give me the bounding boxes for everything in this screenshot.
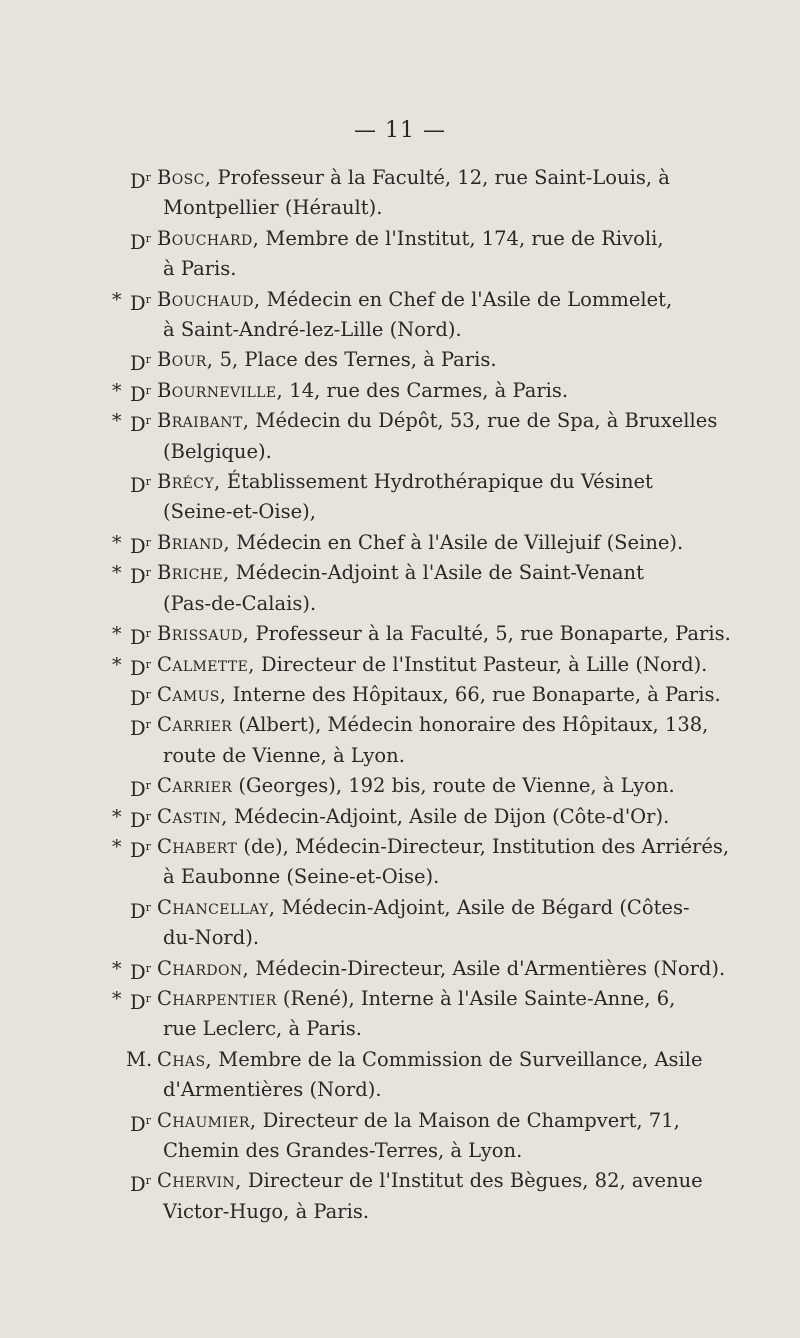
entry-text: (de), Médecin-Directeur, Institution des Arriérés, [243, 834, 730, 858]
honorific-superscript: r [145, 566, 151, 580]
entry-first-line [0, 802, 800, 832]
honorific-text: D [130, 960, 146, 984]
entry-first-line [0, 1106, 800, 1136]
honorific-superscript: r [145, 353, 151, 367]
honorific-text: D [130, 808, 146, 832]
entry-continuation-line [0, 315, 800, 345]
list-item [0, 376, 800, 406]
honorific-superscript: r [145, 900, 151, 914]
entry-text: (Pas-de-Calais). [163, 591, 317, 615]
honorific [130, 832, 151, 866]
honorific [130, 650, 151, 684]
honorific-text: D [130, 899, 146, 923]
member-surname: Bosc, [157, 166, 212, 189]
entry-first-line [0, 285, 800, 315]
honorific [130, 558, 151, 592]
entry-text: rue Leclerc, à Paris. [163, 1017, 362, 1041]
honorific [130, 467, 151, 501]
honorific-superscript: r [145, 1113, 151, 1127]
member-surname: Briche, [157, 561, 230, 585]
entry-text: Médecin-Directeur, Asile d'Armentières (Nord). [255, 956, 726, 980]
honorific-superscript: r [145, 657, 151, 671]
entry-text: Directeur de l'Institut Pasteur, à Lille (Nord). [261, 652, 708, 676]
entry-text: Médecin en Chef de l'Asile de Lommelet, [266, 287, 673, 311]
honorific-text: D [130, 230, 146, 254]
list-item [0, 954, 800, 984]
member-surname: Calmette, [157, 652, 255, 676]
honorific-text: D [130, 778, 146, 802]
entry-text: (Albert), Médecin honoraire des Hôpitaux, 138, [238, 713, 709, 737]
entry-continuation-line [0, 1075, 800, 1105]
list-item [0, 710, 800, 771]
entry-text: Membre de la Commission de Surveillance, Asile [218, 1047, 703, 1071]
honorific-superscript: r [145, 1174, 151, 1188]
entry-text: Directeur de la Maison de Champvert, 71, [262, 1108, 680, 1132]
entry-first-line [0, 832, 800, 862]
honorific-text: D [130, 626, 146, 650]
entry-text: 5, Place des Ternes, à Paris. [219, 348, 497, 372]
member-surname: Camus, [157, 682, 227, 706]
list-item [0, 1045, 800, 1106]
honorific-text: D [130, 1112, 146, 1136]
honorific [130, 893, 151, 927]
entry-first-line [0, 224, 800, 254]
honorific-superscript: r [145, 475, 151, 489]
list-item [0, 406, 800, 467]
entry-text: Médecin en Chef à l'Asile de Villejuif (Seine). [236, 530, 684, 554]
entry-text: Professeur à la Faculté, 5, rue Bonaparte, Paris. [255, 622, 731, 646]
honorific [130, 285, 151, 319]
honorific-superscript: r [145, 414, 151, 428]
entry-first-line [0, 345, 800, 375]
asterisk-marker: * [112, 531, 122, 554]
member-surname: Chaumier, [157, 1108, 257, 1132]
member-surname: Castin, [157, 804, 228, 828]
honorific-superscript: r [145, 961, 151, 975]
honorific [130, 406, 151, 440]
asterisk-marker: * [112, 562, 122, 585]
entry-continuation-line [0, 193, 800, 223]
entry-first-line [0, 619, 800, 649]
entry-first-line [0, 163, 800, 193]
honorific-superscript: r [145, 292, 151, 306]
page-number: — 11 — [354, 118, 446, 143]
honorific-text: D [130, 686, 146, 710]
entry-text: Interne des Hôpitaux, 66, rue Bonaparte, à Paris. [232, 682, 721, 706]
honorific-superscript: r [145, 718, 151, 732]
member-surname: Chervin, [157, 1169, 242, 1193]
entry-first-line [0, 528, 800, 558]
entry-text: Chemin des Grandes-Terres, à Lyon. [163, 1139, 523, 1162]
honorific-text: M. [126, 1047, 153, 1071]
entry-first-line [0, 1045, 800, 1075]
honorific-text: D [130, 291, 146, 315]
entry-first-line [0, 893, 800, 923]
member-surname: Chabert [157, 834, 238, 858]
list-item [0, 802, 800, 832]
entry-text: (Seine-et-Oise), [163, 500, 316, 524]
honorific-text: D [130, 413, 146, 437]
member-surname: Chancellay, [157, 895, 276, 919]
entry-text: (Georges), 192 bis, route de Vienne, à Lyon. [238, 774, 675, 798]
asterisk-marker: * [112, 623, 122, 646]
entry-text: Médecin-Adjoint, Asile de Bégard (Côtes- [281, 895, 690, 919]
entry-continuation-line [0, 1197, 800, 1227]
honorific [130, 771, 151, 805]
entry-text: à Eaubonne (Seine-et-Oise). [163, 865, 440, 889]
honorific [130, 224, 151, 258]
honorific-text: D [130, 717, 146, 741]
asterisk-marker: * [112, 835, 122, 858]
entry-text: 14, rue des Carmes, à Paris. [289, 378, 569, 402]
entry-first-line [0, 406, 800, 436]
entry-text: Médecin-Adjoint à l'Asile de Saint-Venant [235, 561, 644, 585]
entry-first-line [0, 954, 800, 984]
entry-text: Directeur de l'Institut des Bègues, 82, avenue [247, 1169, 703, 1193]
honorific-superscript: r [145, 991, 151, 1005]
entry-continuation-line [0, 862, 800, 892]
member-surname: Bouchard, [157, 226, 260, 250]
list-item [0, 984, 800, 1045]
honorific [130, 802, 151, 836]
member-surname: Bouchaud, [157, 287, 261, 311]
honorific-text: D [130, 170, 146, 193]
honorific-superscript: r [145, 171, 151, 184]
list-item [0, 558, 800, 619]
honorific-superscript: r [145, 839, 151, 853]
list-item [0, 832, 800, 893]
list-item [0, 467, 800, 528]
entry-text: (René), Interne à l'Asile Sainte-Anne, 6, [282, 986, 676, 1010]
entry-first-line [0, 376, 800, 406]
entry-text: route de Vienne, à Lyon. [163, 743, 405, 767]
honorific-text: D [130, 990, 146, 1014]
honorific-text: D [130, 565, 146, 589]
member-surname: Braibant, [157, 409, 250, 433]
entry-continuation-line [0, 254, 800, 284]
honorific [130, 345, 151, 379]
member-surname: Briand, [157, 530, 230, 554]
member-surname: Brécy, [157, 470, 221, 494]
asterisk-marker: * [112, 957, 122, 980]
honorific-text: D [130, 534, 146, 558]
entry-continuation-line [0, 923, 800, 953]
member-surname: Charpentier [157, 986, 277, 1010]
honorific-text: D [130, 838, 146, 862]
list-item [0, 771, 800, 801]
list-item [0, 528, 800, 558]
asterisk-marker: * [112, 379, 122, 402]
honorific-superscript: r [145, 627, 151, 641]
honorific-superscript: r [145, 809, 151, 823]
entry-continuation-line [0, 437, 800, 467]
honorific [130, 1166, 151, 1200]
entry-text: Montpellier (Hérault). [163, 196, 383, 220]
list-item [0, 345, 800, 375]
list-item [0, 285, 800, 346]
entry-first-line [0, 558, 800, 588]
honorific [130, 376, 151, 410]
honorific-text: D [130, 474, 146, 498]
entry-continuation-line [0, 741, 800, 771]
asterisk-marker: * [112, 987, 122, 1010]
asterisk-marker: * [112, 410, 122, 433]
list-item [0, 893, 800, 954]
entry-continuation-line [0, 497, 800, 527]
honorific [130, 954, 151, 988]
honorific-superscript: r [145, 687, 151, 701]
entry-text: Victor-Hugo, à Paris. [163, 1199, 370, 1223]
entry-text: Médecin-Adjoint, Asile de Dijon (Côte-d'Or). [233, 804, 670, 828]
member-surname: Chardon, [157, 956, 250, 980]
entry-first-line [0, 467, 800, 497]
member-surname: Carrier [157, 713, 233, 737]
entry-first-line [0, 680, 800, 710]
honorific-superscript: r [145, 383, 151, 397]
honorific [130, 528, 151, 562]
entry-first-line [0, 650, 800, 680]
honorific [130, 984, 151, 1018]
entry-first-line [0, 710, 800, 740]
honorific-text: D [130, 1173, 146, 1197]
asterisk-marker: * [112, 653, 122, 676]
entry-text: Établissement Hydrothérapique du Vésinet [226, 470, 653, 494]
member-list [0, 163, 800, 1227]
entry-text: du-Nord). [163, 926, 260, 950]
honorific-text: D [130, 352, 146, 376]
list-item [0, 1106, 800, 1167]
list-item [0, 680, 800, 710]
list-item [0, 1166, 800, 1227]
member-surname: Carrier [157, 774, 233, 798]
list-item [0, 224, 800, 285]
honorific-superscript: r [145, 231, 151, 245]
list-item [0, 650, 800, 680]
entry-text: Membre de l'Institut, 174, rue de Rivoli, [265, 226, 664, 250]
entry-text: d'Armentières (Nord). [163, 1078, 382, 1102]
entry-text: à Saint-André-lez-Lille (Nord). [163, 318, 462, 342]
honorific-text: D [130, 382, 146, 406]
asterisk-marker: * [112, 288, 122, 311]
entry-first-line [0, 1166, 800, 1196]
list-item [0, 619, 800, 649]
honorific-text: D [130, 656, 146, 680]
honorific [130, 680, 151, 714]
honorific [126, 1045, 152, 1075]
honorific [130, 1106, 151, 1140]
honorific-superscript: r [145, 535, 151, 549]
member-surname: Bourneville, [157, 378, 284, 402]
member-surname: Chas, [157, 1047, 213, 1071]
honorific [130, 163, 151, 197]
honorific [130, 619, 151, 653]
entry-text: Professeur à la Faculté, 12, rue Saint-Louis, à [217, 166, 670, 189]
entry-text: (Belgique). [163, 439, 272, 463]
member-surname: Brissaud, [157, 622, 250, 646]
entry-first-line [0, 771, 800, 801]
honorific [130, 710, 151, 744]
entry-text: à Paris. [163, 257, 237, 281]
honorific-superscript: r [145, 779, 151, 793]
member-surname: Bour, [157, 348, 214, 372]
entry-continuation-line [0, 1014, 800, 1044]
list-item [0, 163, 800, 224]
entry-first-line [0, 984, 800, 1014]
asterisk-marker: * [112, 805, 122, 828]
entry-text: Médecin du Dépôt, 53, rue de Spa, à Bruxelles [255, 409, 718, 433]
entry-continuation-line [0, 1136, 800, 1166]
entry-continuation-line [0, 589, 800, 619]
